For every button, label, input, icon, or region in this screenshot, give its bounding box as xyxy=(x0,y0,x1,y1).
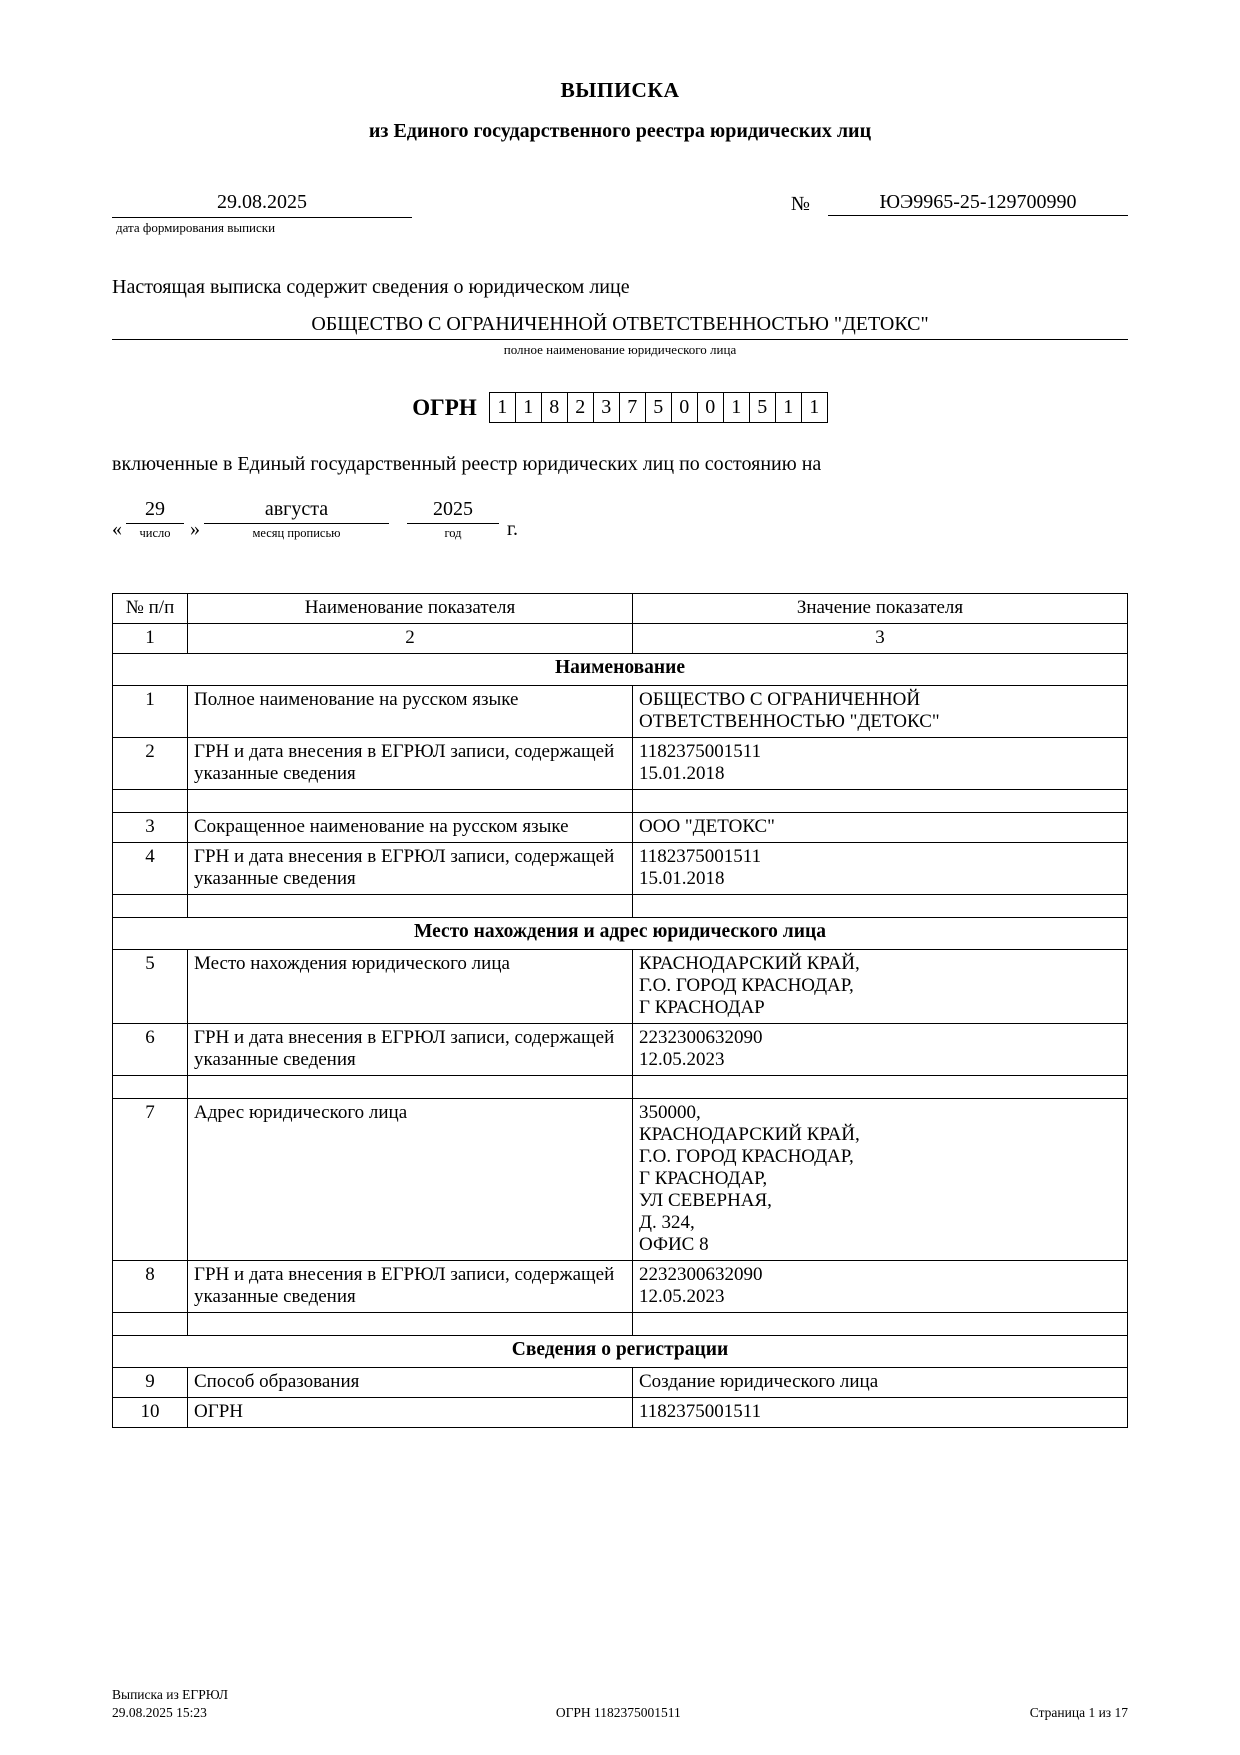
table-spacer-cell xyxy=(188,1312,633,1335)
row-number: 6 xyxy=(113,1023,188,1075)
ogrn-digit: 0 xyxy=(672,393,698,422)
quote-open: « xyxy=(112,518,122,540)
footer-bottom-row xyxy=(112,1705,1128,1721)
footer-center: ОГРН 1182375001511 xyxy=(555,1705,681,1720)
row-indicator-value: 1182375001511 15.01.2018 xyxy=(633,842,1128,894)
row-indicator-value: 2232300632090 12.05.2023 xyxy=(633,1260,1128,1312)
page-footer xyxy=(112,1687,1128,1721)
row-indicator-value: 1182375001511 15.01.2018 xyxy=(633,737,1128,789)
row-indicator-value: ООО "ДЕТОКС" xyxy=(633,812,1128,842)
table-column-number: 2 xyxy=(188,624,633,654)
ogrn-digit: 5 xyxy=(646,393,672,422)
row-number: 5 xyxy=(113,949,188,1023)
row-indicator-value: 350000, КРАСНОДАРСКИЙ КРАЙ, Г.О. ГОРОД КРАСНОДАР, Г КРАСНОДАР, УЛ СЕВЕРНАЯ, Д. 324, ОФИС 8 xyxy=(633,1098,1128,1260)
number-sign: № xyxy=(790,193,810,215)
as-of-year-suffix: г. xyxy=(507,518,518,540)
row-indicator-name: Способ образования xyxy=(188,1367,633,1397)
row-number: 10 xyxy=(113,1397,188,1427)
table-spacer-cell xyxy=(113,789,188,812)
row-indicator-name: ГРН и дата внесения в ЕГРЮЛ записи, содержащей указанные сведения xyxy=(188,842,633,894)
formation-date-value: 29.08.2025 xyxy=(217,191,307,213)
row-indicator-name: Полное наименование на русском языке xyxy=(188,685,633,737)
footer-page-number: Страница 1 из 17 xyxy=(1029,1705,1128,1720)
document-number-block xyxy=(738,191,1128,216)
table-spacer-cell xyxy=(633,894,1128,917)
table-spacer-cell xyxy=(633,1075,1128,1098)
ogrn-digit: 3 xyxy=(594,393,620,422)
ogrn-digit: 1 xyxy=(724,393,750,422)
table-spacer-row xyxy=(113,1075,1128,1098)
table-spacer-cell xyxy=(113,1312,188,1335)
row-indicator-name: ГРН и дата внесения в ЕГРЮЛ записи, содержащей указанные сведения xyxy=(188,1260,633,1312)
row-number: 3 xyxy=(113,812,188,842)
ogrn-digit: 0 xyxy=(698,393,724,422)
ogrn-digit: 1 xyxy=(490,393,516,422)
ogrn-digit: 1 xyxy=(776,393,802,422)
table-spacer-cell xyxy=(113,1075,188,1098)
table-section-heading: Сведения о регистрации xyxy=(113,1335,1128,1367)
quote-close: » xyxy=(190,518,200,540)
ogrn-label: ОГРН xyxy=(412,394,477,420)
document-title: ВЫПИСКА xyxy=(560,78,680,102)
row-indicator-name: Место нахождения юридического лица xyxy=(188,949,633,1023)
row-indicator-name: Адрес юридического лица xyxy=(188,1098,633,1260)
table-section-heading-row xyxy=(113,917,1128,949)
row-number: 1 xyxy=(113,685,188,737)
row-indicator-value: Создание юридического лица xyxy=(633,1367,1128,1397)
row-indicator-value: 2232300632090 12.05.2023 xyxy=(633,1023,1128,1075)
as-of-month-caption: месяц прописью xyxy=(252,526,341,540)
table-header-cell: Значение показателя xyxy=(633,594,1128,624)
row-number: 4 xyxy=(113,842,188,894)
ogrn-digit-boxes xyxy=(489,392,828,423)
ogrn-digit: 5 xyxy=(750,393,776,422)
ogrn-row xyxy=(112,392,1128,423)
table-spacer-row xyxy=(113,1312,1128,1335)
table-spacer-row xyxy=(113,894,1128,917)
as-of-date-block xyxy=(112,498,1128,541)
intro-sentence: Настоящая выписка содержит сведения о юридическом лице xyxy=(112,276,630,298)
header-fields xyxy=(112,191,1128,236)
row-number: 9 xyxy=(113,1367,188,1397)
table-column-number: 3 xyxy=(633,624,1128,654)
ogrn-digit: 8 xyxy=(542,393,568,422)
footer-center-spacer xyxy=(228,1687,1128,1703)
table-header-cell: № п/п xyxy=(113,594,188,624)
table-section-heading: Место нахождения и адрес юридического лица xyxy=(113,917,1128,949)
table-row xyxy=(113,1260,1128,1312)
row-number: 2 xyxy=(113,737,188,789)
table-spacer-cell xyxy=(633,789,1128,812)
ogrn-digit: 1 xyxy=(809,396,820,418)
registry-table xyxy=(112,593,1128,1428)
row-indicator-name: ГРН и дата внесения в ЕГРЮЛ записи, содержащей указанные сведения xyxy=(188,1023,633,1075)
row-indicator-value: КРАСНОДАРСКИЙ КРАЙ, Г.О. ГОРОД КРАСНОДАР, Г КРАСНОДАР xyxy=(633,949,1128,1023)
row-indicator-value: ОБЩЕСТВО С ОГРАНИЧЕННОЙ ОТВЕТСТВЕННОСТЬЮ "ДЕТОКС" xyxy=(633,685,1128,737)
ogrn-digit: 1 xyxy=(516,393,542,422)
table-spacer-cell xyxy=(113,894,188,917)
table-section-heading-row xyxy=(113,654,1128,686)
table-spacer-cell xyxy=(633,1312,1128,1335)
as-of-year-field xyxy=(407,498,499,541)
ogrn-digit: 7 xyxy=(620,393,646,422)
as-of-day-field xyxy=(126,498,184,541)
row-indicator-name: Сокращенное наименование на русском языке xyxy=(188,812,633,842)
formation-date-block xyxy=(112,191,412,236)
entity-name-block xyxy=(112,313,1128,358)
as-of-year-value: 2025 xyxy=(433,498,473,520)
footer-left-top: Выписка из ЕГРЮЛ xyxy=(112,1687,229,1702)
table-row xyxy=(113,1397,1128,1427)
table-header-cell: Наименование показателя xyxy=(188,594,633,624)
document-number-value: ЮЭ9965-25-129700990 xyxy=(879,191,1077,213)
table-row xyxy=(113,1367,1128,1397)
table-row xyxy=(113,1098,1128,1260)
table-spacer-row xyxy=(113,789,1128,812)
as-of-day-caption: число xyxy=(139,526,171,540)
table-row xyxy=(113,812,1128,842)
as-of-day-value: 29 xyxy=(145,498,165,520)
row-indicator-name: ОГРН xyxy=(188,1397,633,1427)
entity-full-name: ОБЩЕСТВО С ОГРАНИЧЕННОЙ ОТВЕТСТВЕННОСТЬЮ "ДЕТОКС" xyxy=(311,313,929,335)
as-of-month-field xyxy=(204,498,389,541)
table-row xyxy=(113,842,1128,894)
table-spacer-cell xyxy=(188,789,633,812)
table-section-heading: Наименование xyxy=(113,654,1128,686)
row-number: 7 xyxy=(113,1098,188,1260)
number-value-wrap xyxy=(828,191,1128,216)
footer-top-row xyxy=(112,1687,1128,1703)
footer-left-bottom: 29.08.2025 15:23 xyxy=(112,1705,207,1720)
document-subtitle: из Единого государственного реестра юридических лиц xyxy=(368,120,872,142)
state-sentence: включенные в Единый государственный реестр юридических лиц по состоянию на xyxy=(112,453,822,475)
table-row xyxy=(113,1023,1128,1075)
table-section-heading-row xyxy=(113,1335,1128,1367)
as-of-year-caption: год xyxy=(444,526,462,540)
formation-date-caption: дата формирования выписки xyxy=(116,220,276,235)
row-indicator-name: ГРН и дата внесения в ЕГРЮЛ записи, содержащей указанные сведения xyxy=(188,737,633,789)
table-spacer-cell xyxy=(188,1075,633,1098)
table-column-numbers-row xyxy=(113,624,1128,654)
table-column-number: 1 xyxy=(113,624,188,654)
table-header-row xyxy=(113,594,1128,624)
row-number: 8 xyxy=(113,1260,188,1312)
table-row xyxy=(113,737,1128,789)
table-row xyxy=(113,949,1128,1023)
document-number-rule xyxy=(828,215,1128,216)
table-spacer-cell xyxy=(188,894,633,917)
ogrn-digit: 2 xyxy=(568,393,594,422)
as-of-month-value: августа xyxy=(264,498,329,520)
entity-name-caption: полное наименование юридического лица xyxy=(503,342,737,357)
row-indicator-value: 1182375001511 xyxy=(633,1397,1128,1427)
table-row xyxy=(113,685,1128,737)
